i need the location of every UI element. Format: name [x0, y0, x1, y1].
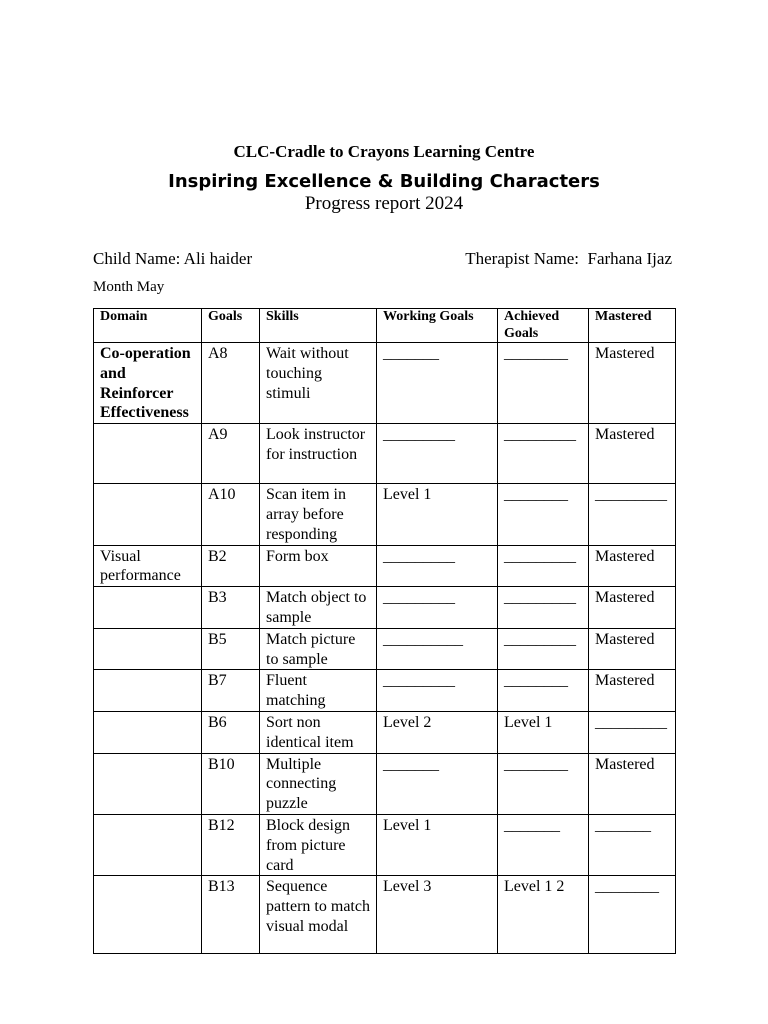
header-goals: Goals [202, 309, 260, 343]
header-working-goals: Working Goals [377, 309, 498, 343]
row-mastered: Mastered [589, 587, 676, 629]
row-mastered: _________ [589, 484, 676, 545]
row-working-goal: Level 2 [377, 711, 498, 753]
row-achieved-goal: Level 1 2 [498, 876, 589, 954]
row-domain [94, 628, 202, 670]
row-mastered: Mastered [589, 670, 676, 712]
row-working-goal: _________ [377, 587, 498, 629]
row-goal: B12 [202, 814, 260, 875]
school-motto: Inspiring Excellence & Building Characters [168, 171, 600, 192]
row-domain [94, 876, 202, 954]
row-skill: Fluent matching [260, 670, 377, 712]
row-goal: B2 [202, 545, 260, 587]
therapist-name: Therapist Name: Farhana Ijaz [465, 249, 672, 268]
row-skill: Sort non identical item [260, 711, 377, 753]
row-achieved-goal: ________ [498, 753, 589, 814]
table-row [94, 876, 676, 954]
table-row [94, 670, 676, 712]
row-skill: Multiple connecting puzzle [260, 753, 377, 814]
row-achieved-goal: _________ [498, 587, 589, 629]
row-working-goal: Level 3 [377, 876, 498, 954]
row-domain [94, 670, 202, 712]
table-row [94, 814, 676, 875]
row-achieved-goal: _________ [498, 545, 589, 587]
row-goal: B7 [202, 670, 260, 712]
table-row [94, 484, 676, 545]
row-achieved-goal: _________ [498, 628, 589, 670]
row-domain [94, 814, 202, 875]
table-header-row [94, 309, 676, 343]
row-mastered: Mastered [589, 343, 676, 424]
report-month: Month May [93, 279, 165, 295]
row-goal: A9 [202, 424, 260, 484]
row-achieved-goal: _________ [498, 424, 589, 484]
row-working-goal: Level 1 [377, 814, 498, 875]
row-skill: Block design from picture card [260, 814, 377, 875]
row-achieved-goal: _______ [498, 814, 589, 875]
table-row [94, 545, 676, 587]
header-skills: Skills [260, 309, 377, 343]
row-goal: B10 [202, 753, 260, 814]
row-domain [94, 753, 202, 814]
row-achieved-goal: ________ [498, 484, 589, 545]
report-title: Progress report 2024 [304, 193, 464, 214]
table-row [94, 753, 676, 814]
row-achieved-goal: ________ [498, 670, 589, 712]
row-achieved-goal: Level 1 [498, 711, 589, 753]
row-achieved-goal: ________ [498, 343, 589, 424]
row-mastered: Mastered [589, 545, 676, 587]
row-mastered: Mastered [589, 628, 676, 670]
row-working-goal: Level 1 [377, 484, 498, 545]
row-goal: B3 [202, 587, 260, 629]
child-name: Child Name: Ali haider [93, 249, 253, 268]
row-goal: B5 [202, 628, 260, 670]
progress-table [93, 308, 676, 954]
row-working-goal: _________ [377, 545, 498, 587]
row-mastered: _________ [589, 711, 676, 753]
row-working-goal: _______ [377, 343, 498, 424]
table-row [94, 628, 676, 670]
row-working-goal: _______ [377, 753, 498, 814]
row-mastered: Mastered [589, 753, 676, 814]
row-domain [94, 711, 202, 753]
row-domain: Co-operation and Reinforcer Effectiveness [94, 343, 202, 424]
table-row [94, 343, 676, 424]
row-goal: A10 [202, 484, 260, 545]
row-goal: B6 [202, 711, 260, 753]
table-row [94, 587, 676, 629]
school-name: CLC-Cradle to Crayons Learning Centre [233, 142, 535, 161]
header-achieved-goals: Achieved Goals [498, 309, 589, 343]
row-mastered: _______ [589, 814, 676, 875]
row-domain [94, 424, 202, 484]
row-skill: Match object to sample [260, 587, 377, 629]
header-mastered: Mastered [589, 309, 676, 343]
row-mastered: ________ [589, 876, 676, 954]
row-domain [94, 587, 202, 629]
row-working-goal: __________ [377, 628, 498, 670]
row-goal: A8 [202, 343, 260, 424]
row-skill: Scan item in array before responding [260, 484, 377, 545]
row-skill: Form box [260, 545, 377, 587]
row-skill: Wait without touching stimuli [260, 343, 377, 424]
table-row [94, 711, 676, 753]
row-skill: Sequence pattern to match visual modal [260, 876, 377, 954]
table-row [94, 424, 676, 484]
row-domain [94, 484, 202, 545]
row-domain: Visual performance [94, 545, 202, 587]
row-skill: Match picture to sample [260, 628, 377, 670]
row-goal: B13 [202, 876, 260, 954]
row-mastered: Mastered [589, 424, 676, 484]
header-domain: Domain [94, 309, 202, 343]
row-skill: Look instructor for instruction [260, 424, 377, 484]
row-working-goal: _________ [377, 424, 498, 484]
row-working-goal: _________ [377, 670, 498, 712]
